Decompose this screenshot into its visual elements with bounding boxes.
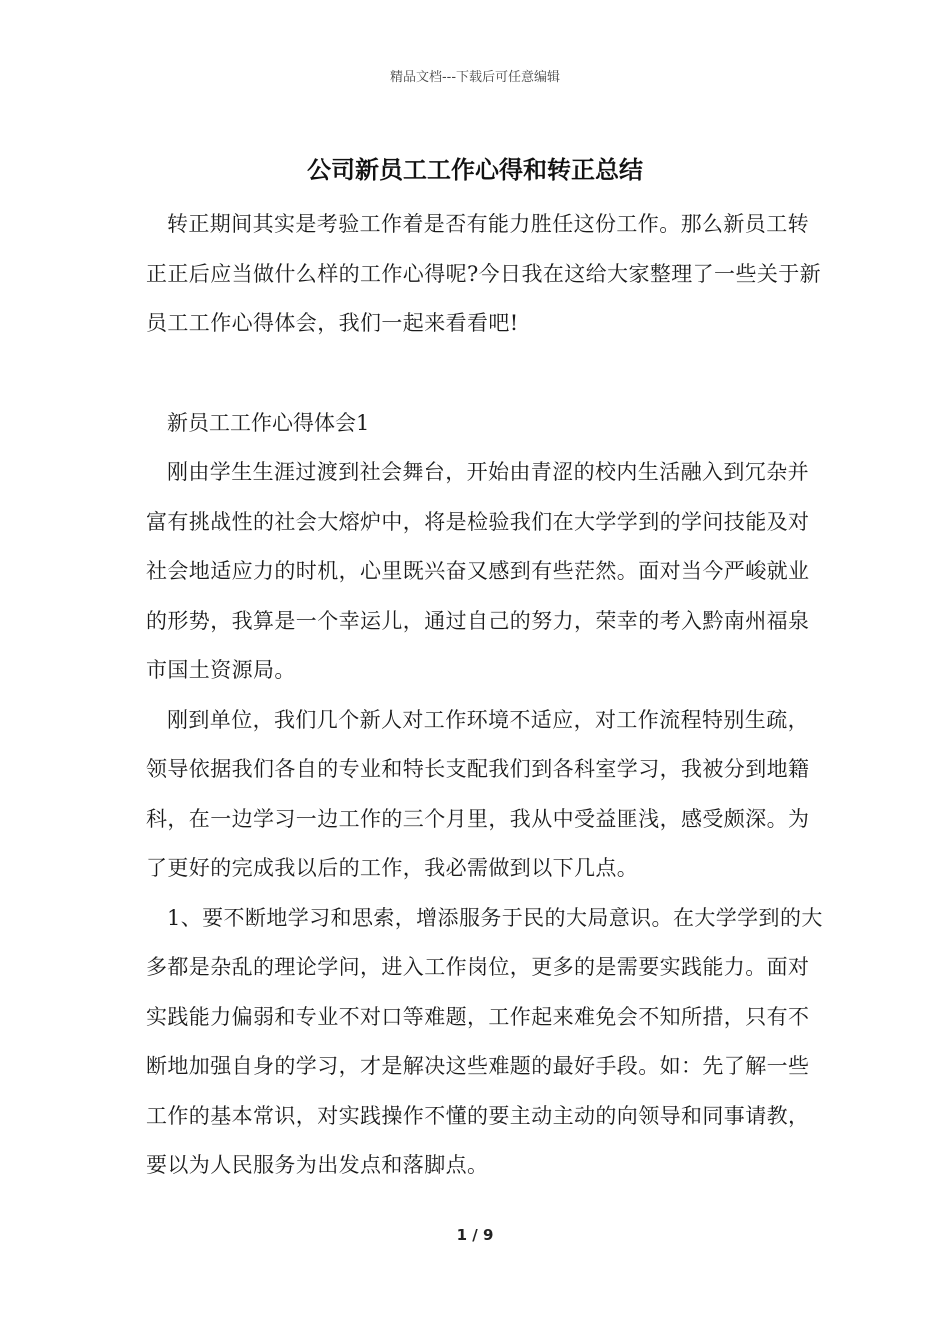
body-paragraph: 刚由学生生涯过渡到社会舞台，开始由青涩的校内生活融入到冗杂并富有挑战性的社会大熔炉中，将是检验我们在大学学到的学问技能及对社会地适应力的时机，心里既兴奋又感到有些茫然。面对当今严峻就业的形势，我算是一个幸运儿，通过自己的努力，荣幸的考入黔南州福泉市国土资源局。 [146, 460, 810, 682]
section-heading: 新员工工作心得体会1 [167, 410, 370, 435]
document-body [146, 200, 826, 1191]
page-header: 精品文档---下载后可任意编辑 [389, 70, 561, 85]
body-paragraph: 1、要不断地学习和思索，增添服务于民的大局意识。在大学学到的大多都是杂乱的理论学问，进入工作岗位，更多的是需要实践能力。面对实践能力偏弱和专业不对口等难题，工作起来难免会不知所措，只有不断地加强自身的学习，才是解决这些难题的最好手段。如：先了解一些工作的基本常识，对实践操作不懂的要主动主动的向领导和同事请教，要以为人民服务为出发点和落脚点。 [146, 905, 823, 1177]
intro-paragraph: 转正期间其实是考验工作着是否有能力胜任这份工作。那么新员工转正正后应当做什么样的工作心得呢?今日我在这给大家整理了一些关于新员工工作心得体会，我们一起来看看吧! [146, 212, 822, 335]
body-paragraph: 刚到单位，我们几个新人对工作环境不适应，对工作流程特别生疏，领导依据我们各自的专业和特长支配我们到各科室学习，我被分到地籍科，在一边学习一边工作的三个月里，我从中受益匪浅，感受颇深。为了更好的完成我以后的工作，我必需做到以下几点。 [146, 707, 810, 880]
blank-line [146, 349, 826, 399]
page-number: 1 / 9 [456, 1226, 494, 1244]
document-title: 公司新员工工作心得和转正总结 [307, 156, 643, 184]
